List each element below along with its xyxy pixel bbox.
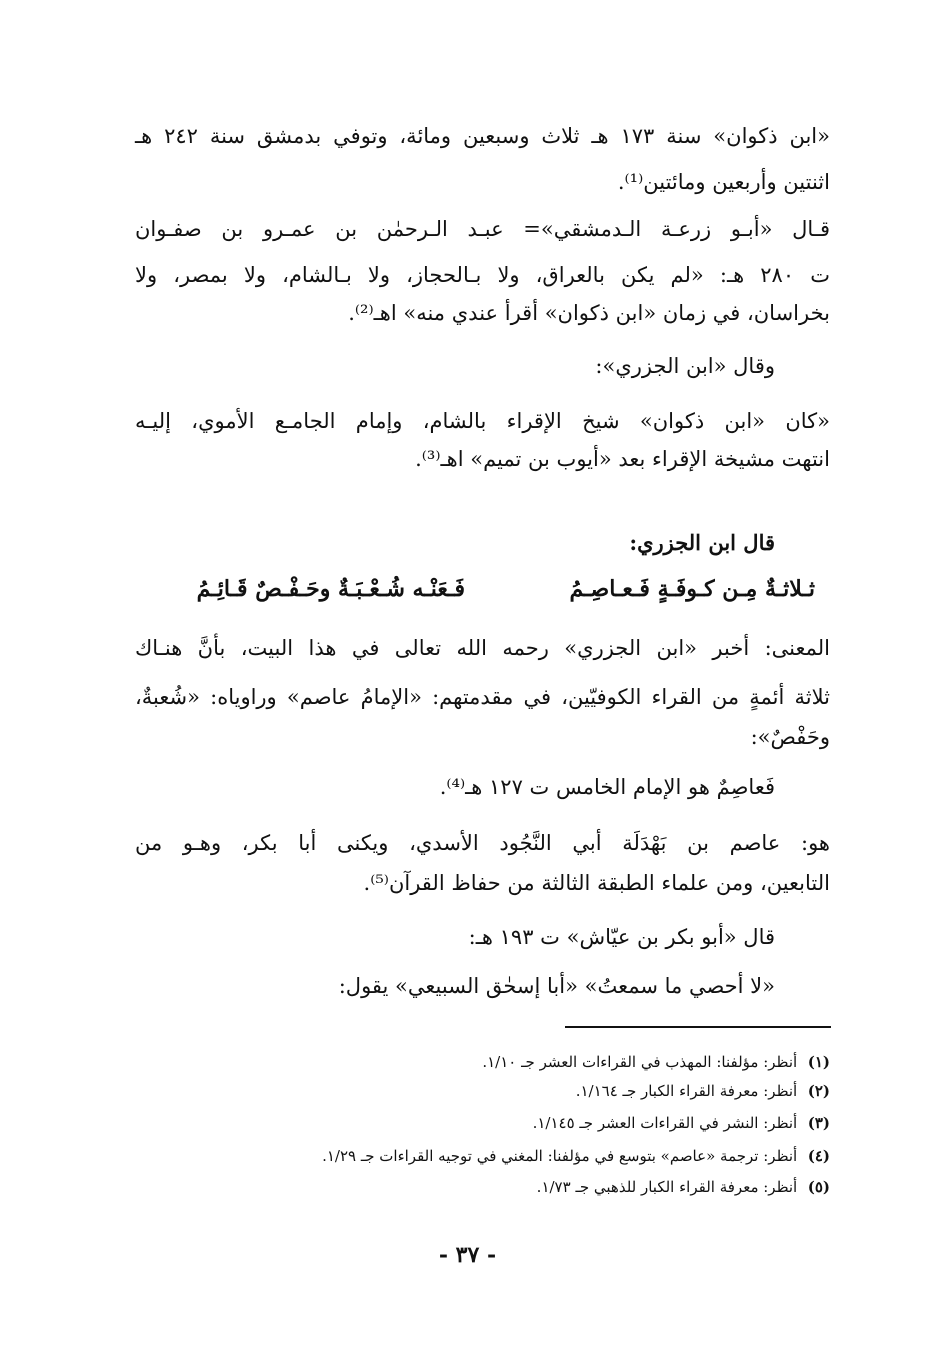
text-line: وحَفْصٌ»: [750,725,830,749]
footnote-text: أنظر: معرفة القراء الكبار جـ ١/١٦٤. [575,1082,798,1100]
footnote-number: (٤) [807,1147,830,1165]
text-line: وقال «ابن الجزري»: [595,354,775,378]
verse-second-hemistich: فَـعَنْـه شُـعْـبَـةٌ وحَـفْـصٌ قَـائِـمُ [196,576,465,602]
section-heading: قال ابن الجزري: [629,530,775,555]
footnote-number: (٣) [807,1114,830,1132]
text-line: ت ٢٨٠ هـ: «لم يكن بالعراق، ولا بـالحجاز، ولا بـالشام، ولا بمصر، ولا [135,263,830,287]
footnote-text: أنظر: معرفة القراء الكبار للذهبي جـ ١/٧٣. [536,1178,798,1196]
footnote-number: (٢) [807,1082,830,1100]
text-line: المعنى: أخبر «ابن الجزري» رحمه الله تعالى في هذا البيت، بأنَّ هنـاك [135,636,830,660]
text-line: بخراسان، في زمان «ابن ذكوان» أقرأ عندي منه» اهـ⁽²⁾. [348,301,830,325]
footnote [482,1052,830,1072]
text-line: «كان «ابن ذكوان» شيخ الإقراء بالشام، وإمام الجامـع الأموي، إليـه [135,409,830,433]
footnote [537,1177,830,1197]
footnote [576,1081,830,1101]
text-line: انتهت مشيخة الإقراء بعد «أيوب بن تميم» اهـ⁽³⁾. [415,447,830,471]
text-line: «ابن ذكوان» سنة ١٧٣ هـ ثلاث وسبعين ومائة، وتوفي بدمشق سنة ٢٤٢ هـ [135,124,830,148]
footnote-number: (١) [807,1053,830,1071]
footnote [533,1113,830,1133]
text-line: قال «أبو بكر بن عيّاش» ت ١٩٣ هـ: [468,925,775,949]
footnote-number: (٥) [807,1178,830,1196]
text-line: «لا أحصي ما سمعتُ» «أبا إسحٰق السبيعي» يقول: [338,974,775,998]
footnote-text: أنظر: ترجمة «عاصم» بتوسع في مؤلفنا: المغني في توجيه القراءات جـ ١/٢٩. [322,1147,798,1165]
text-line: هو: عاصم بن بَهْدَلَة أبي النَّجُود الأسدي، ويكنى أبا بكر، وهـو من [135,831,830,855]
text-line: التابعين، ومن علماء الطبقة الثالثة من حفاظ القرآن⁽⁵⁾. [363,871,830,895]
text-line: فَعاصِمٌ هو الإمام الخامس ت ١٢٧ هـ⁽⁴⁾. [439,775,775,799]
footnote-text: أنظر: مؤلفنا: المهذب في القراءات العشر جـ ١/١٠. [482,1053,798,1071]
footnote [322,1146,830,1166]
footnote-separator [565,1026,831,1028]
text-line: اثنتين وأربعين ومائتين⁽¹⁾. [617,170,830,194]
text-line: ثلاثة أئمةٍ من القراء الكوفيّين، في مقدمتهم: «الإمامُ عاصم» وراوياه: «شُعبةٌ، [135,685,830,709]
text-line: قـال «أبـو زرعـة الـدمشقي»= عبـد الـرحمٰن بن عمـرو بن صفـوان [135,217,830,241]
footnote-text: أنظر: النشر في القراءات العشر جـ ١/١٤٥. [532,1114,798,1132]
page-number: - ٣٧ - [438,1242,497,1268]
verse-first-hemistich: ثـلاثـةٌ مِـن كـوفَـةٍ فَـعـاصِـمُ [569,576,815,602]
